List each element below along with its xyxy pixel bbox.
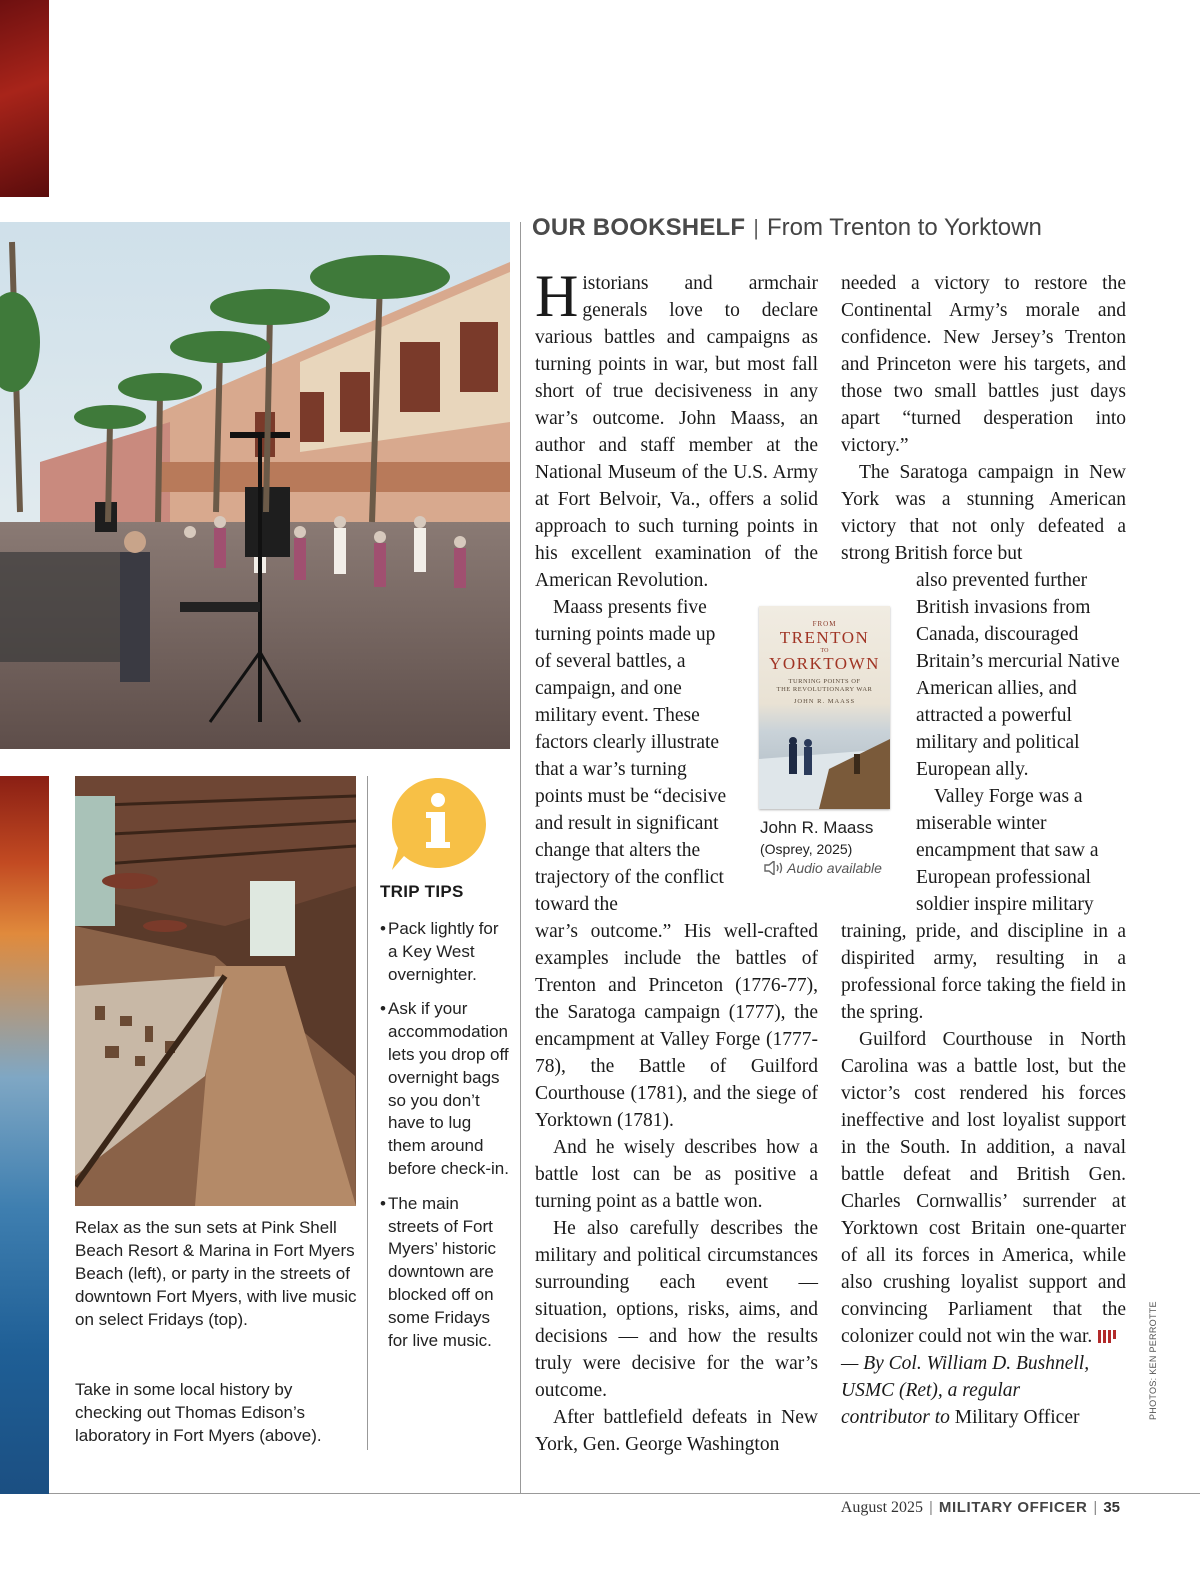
downtown-street-concert-photo (0, 222, 510, 749)
footer-rule (49, 1493, 1200, 1494)
section-subtitle: From Trenton to Yorktown (767, 214, 1042, 241)
article-paragraph: Valley Forge was a miserable winter encampment that saw a European professional soldier inspire military (916, 786, 1099, 915)
byline: — By Col. William D. Bushnell, (841, 1353, 1090, 1374)
moaa-end-mark-icon (1098, 1328, 1116, 1344)
byline: contributor to Military Officer (841, 1407, 1080, 1428)
trip-tips-list (380, 918, 510, 1364)
article-paragraph: Historians and armchair generals love to declare various battles and campaigns as turning points in war, but most fall short of true decisiveness in any war’s outcome. John Maass, an author and staff member at the National Museum of the U.S. Army at Fort Belvoir, Va., offers a solid approach to such turning points in his excellent examination of the American Revolution. (535, 263, 818, 591)
header-separator: | (753, 215, 759, 240)
issue-date: August 2025 (840, 1499, 924, 1516)
section-title: OUR BOOKSHELF (532, 214, 746, 241)
book-publisher: (Osprey, 2025) (760, 841, 853, 857)
info-icon (390, 776, 490, 872)
article-paragraph: Maass presents five turning points made up of several battles, a campaign, and one military event. These factors clearly illustrate that a war’s turning points must be “decisive and result in significant change that alters the trajectory of the conflict toward the (535, 597, 727, 915)
list-item: • The main streets of Fort Myers’ historic downtown are blocked off on some Fridays for live music. (380, 1193, 510, 1353)
column-divider (367, 776, 368, 1450)
article-paragraph: Guilford Courthouse in North Carolina was a battle lost, but the victor’s cost rendered his forces ineffective and lost loyalist support in the South. In addition, a naval battle defeat and British Gen. Charles Cornwallis’ surrender at Yorktown cost Britain one-quarter of all its forces in America, while also crushing loyalist support and convincing Parliament that the colonizer could not win the war. (841, 1029, 1126, 1347)
column-divider (520, 222, 521, 1494)
section-header (532, 214, 1152, 250)
page-number: 35 (1103, 1499, 1120, 1516)
list-item: • Pack lightly for a Key West overnighter. (380, 918, 510, 986)
edison-laboratory-photo (75, 776, 356, 1206)
article-paragraph: training, pride, and discipline in a dispirited army, resulting in a professional force taking the field in the spring. (841, 921, 1126, 1023)
article-column-2 (841, 270, 1126, 1431)
byline: USMC (Ret), a regular (841, 1380, 1021, 1401)
magazine-name: MILITARY OFFICER (938, 1499, 1088, 1516)
article-paragraph: The Saratoga campaign in New York was a stunning American victory that not only defeated a strong British force but (841, 462, 1126, 564)
article-paragraph: After battlefield defeats in New York, Gen. George Washington (535, 1407, 818, 1455)
drop-cap: H (535, 263, 579, 329)
article-paragraph: And he wisely describes how a battle lost can be as positive a turning point as a battle won. (535, 1137, 818, 1212)
article-paragraph: also prevented further British invasions from Canada, discouraged Britain’s mercurial Native American allies, and attracted a powerful military and political European ally. (916, 570, 1120, 780)
list-item: • Ask if your accommodation lets you drop off overnight bags so you don’t have to lug them around before check-in. (380, 998, 510, 1180)
decorative-strip-top (0, 0, 49, 197)
article-paragraph: war’s outcome.” His well-crafted examples include the battles of Trenton and Princeton (1776-77), the Saratoga campaign (1777), the encampment at Valley Forge (1777-78), the Battle of Guilford Courthouse (1781), and the siege of Yorktown (1781). (535, 921, 818, 1131)
photo-caption-downtown: Relax as the sun sets at Pink Shell Beach Resort & Marina in Fort Myers Beach (left), or party in the streets of downtown Fort Myers, with live music on select Fridays (top). (75, 1218, 357, 1329)
audio-available-label: Audio available (764, 860, 882, 876)
photo-caption-laboratory: Take in some local history by checking out Thomas Edison’s laboratory in Fort Myers (above). (75, 1380, 322, 1445)
speaker-icon (764, 861, 784, 875)
book-author: John R. Maass (760, 818, 874, 837)
photo-credit: PHOTOS: KEN PERROTTE (1148, 1301, 1158, 1420)
book-cover: FROM TRENTON TO YORKTOWN TURNING POINTS OF THE REVOLUTIONARY WAR JOHN R. MAASS (759, 606, 890, 809)
article-paragraph: He also carefully describes the military and political circumstances surrounding each event — situation, options, risks, aims, and decisions — and how the results truly were decisive for the war’s outcome. (535, 1218, 818, 1401)
page-footer: August 2025 | MILITARY OFFICER | 35 (840, 1499, 1120, 1516)
article-paragraph: needed a victory to restore the Continental Army’s morale and confidence. New Jersey’s Trenton and Princeton were his targets, and those two small battles just days apart “turned desperation into victory.” (841, 273, 1126, 456)
trip-tips-heading: TRIP TIPS (380, 882, 464, 901)
decorative-strip-bottom (0, 776, 49, 1494)
